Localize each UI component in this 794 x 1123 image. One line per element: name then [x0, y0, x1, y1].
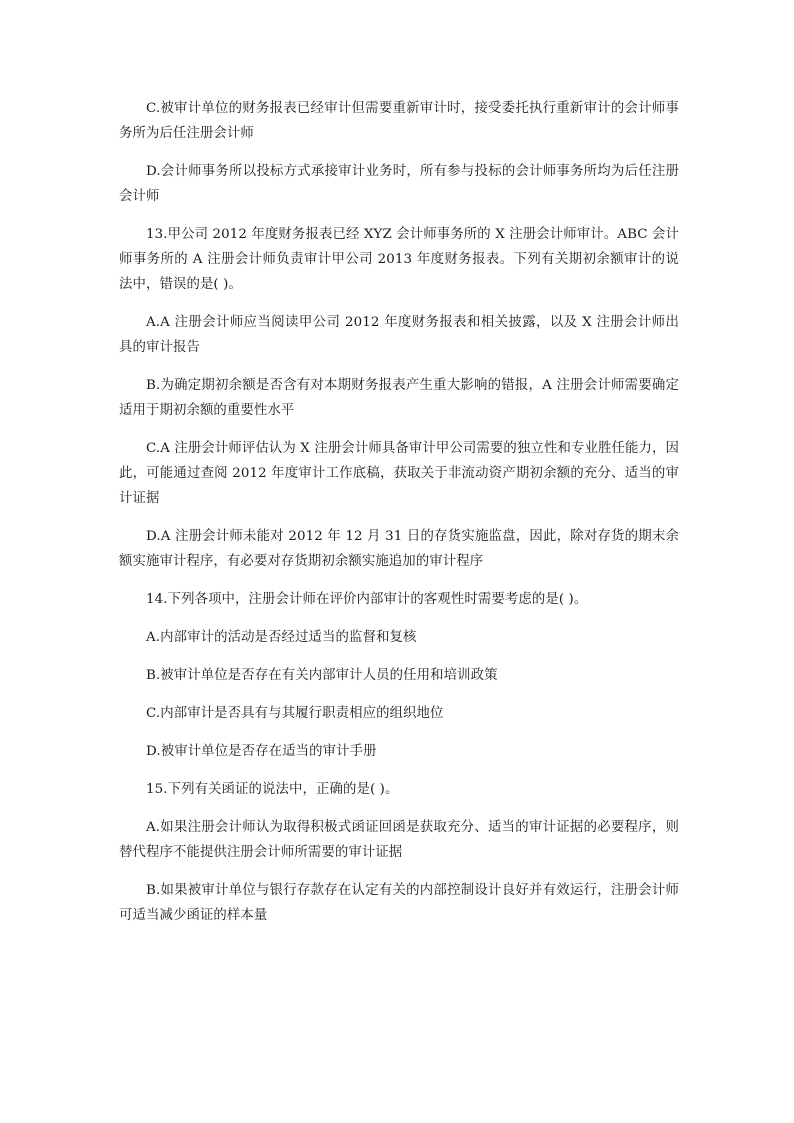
question-15: 15.下列有关函证的说法中，正确的是( )。: [146, 782, 399, 797]
option-c-paragraph: C.被审计单位的财务报表已经审计但需要重新审计时，接受委托执行重新审计的会计师事务所为后任注册会计师: [119, 101, 679, 141]
question-14-option-b: B.被审计单位是否存在有关内部审计人员的任用和培训政策: [146, 668, 498, 683]
option-d-paragraph: D.会计师事务所以投标方式承接审计业务时，所有参与投标的会计师事务所均为后任注册会计师: [119, 164, 679, 204]
question-13-option-b: B.为确定期初余额是否含有对本期财务报表产生重大影响的错报，A 注册会计师需要确定适用于期初余额的重要性水平: [119, 378, 679, 418]
question-15-option-b: B.如果被审计单位与银行存款存在认定有关的内部控制设计良好并有效运行，注册会计师可适当减少函证的样本量: [119, 883, 679, 923]
question-14-option-a: A.内部审计的活动是否经过适当的监督和复核: [146, 630, 417, 645]
question-13-option-d: D.A 注册会计师未能对 2012 年 12 月 31 日的存货实施监盘，因此，除对存货的期末余额实施审计程序，有必要对存货期初余额实施追加的审计程序: [119, 529, 679, 569]
document-body: [119, 96, 679, 941]
question-13-option-a: A.A 注册会计师应当阅读甲公司 2012 年度财务报表和相关披露，以及 X 注册会计师出具的审计报告: [119, 315, 679, 355]
question-14-option-d: D.被审计单位是否存在适当的审计手册: [146, 744, 377, 759]
question-14-option-c: C.内部审计是否具有与其履行职责相应的组织地位: [146, 706, 444, 721]
question-15-option-a: A.如果注册会计师认为取得积极式函证回函是获取充分、适当的审计证据的必要程序，则替代程序不能提供注册会计师所需要的审计证据: [119, 820, 679, 860]
question-13: 13.甲公司 2012 年度财务报表已经 XYZ 会计师事务所的 X 注册会计师审计。ABC 会计师事务所的 A 注册会计师负责审计甲公司 2013 年度财务报表。下列有关期初余额审计的说法中，错误的是( )。: [119, 227, 679, 292]
question-14: 14.下列各项中，注册会计师在评价内部审计的客观性时需要考虑的是( )。: [146, 592, 588, 607]
question-13-option-c: C.A 注册会计师评估认为 X 注册会计师具备审计甲公司需要的独立性和专业胜任能力，因此，可能通过查阅 2012 年度审计工作底稿，获取关于非流动资产期初余额的充分、适当的审计证据: [119, 441, 679, 506]
